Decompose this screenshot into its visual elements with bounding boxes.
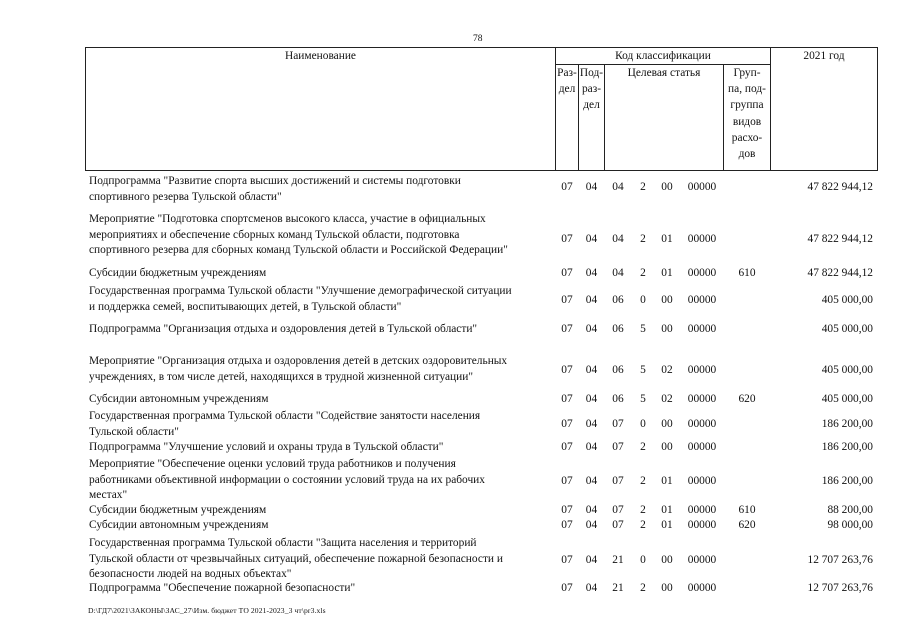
- code-t2: 2: [640, 267, 646, 279]
- code-r: 07: [561, 294, 573, 306]
- code-p: 04: [585, 554, 598, 566]
- header-group-line: расхо-: [731, 131, 763, 144]
- header-group-line: видов: [732, 115, 762, 128]
- code-t2: 0: [640, 418, 646, 430]
- code-t4: 00000: [687, 554, 717, 566]
- code-t2: 2: [640, 475, 646, 487]
- header-podrazdel-line: Под-: [579, 67, 604, 79]
- code-t1: 07: [612, 519, 624, 531]
- code-g: 620: [738, 393, 756, 405]
- code-g: 610: [738, 267, 756, 279]
- page-number: 78: [473, 34, 483, 44]
- row-name-line: Мероприятие "Подготовка спортсменов высокого класса, участие в официальных: [89, 213, 486, 225]
- row-name-line: Субсидии автономным учреждениям: [89, 519, 269, 531]
- code-t3: 02: [661, 393, 673, 405]
- code-r: 07: [561, 393, 573, 405]
- row-amount: 186 200,00: [821, 441, 873, 453]
- row-amount: 405 000,00: [821, 294, 873, 306]
- row-name-line: Мероприятие "Обеспечение оценки условий труда работников и получения: [89, 458, 456, 470]
- row-name-line: спортивного резерва Тульской области": [89, 190, 282, 203]
- code-t1: 04: [612, 233, 624, 245]
- code-p: 04: [585, 233, 598, 245]
- code-t3: 00: [661, 294, 673, 306]
- code-t1: 07: [612, 441, 624, 453]
- code-p: 04: [585, 323, 598, 335]
- header-group-line: дов: [738, 148, 756, 161]
- code-t3: 00: [661, 441, 673, 453]
- row-name: [89, 284, 551, 315]
- header-razdel-line: Раз-: [557, 67, 577, 79]
- code-t1: 06: [612, 323, 624, 335]
- row-amount: 47 822 944,12: [807, 233, 873, 245]
- row-name-line: Субсидии автономным учреждениям: [89, 393, 269, 405]
- code-g: 620: [738, 519, 756, 531]
- header-group-line: па, под-: [728, 83, 766, 96]
- header-group-line: группа: [730, 99, 764, 112]
- code-r: 07: [561, 582, 573, 594]
- header-code-group: Код классификации: [615, 50, 711, 62]
- code-r: 07: [561, 504, 573, 516]
- code-p: 04: [585, 267, 598, 279]
- code-t3: 01: [661, 233, 673, 245]
- row-amount: 12 707 263,76: [807, 554, 873, 566]
- row-amount: 88 200,00: [827, 504, 873, 516]
- row-name: [89, 392, 551, 408]
- code-t3: 00: [661, 418, 673, 430]
- code-r: 07: [561, 267, 573, 279]
- row-name: [89, 174, 551, 205]
- code-p: 04: [585, 294, 598, 306]
- code-t1: 06: [612, 393, 624, 405]
- row-name: [89, 440, 551, 456]
- code-t4: 00000: [687, 294, 717, 306]
- code-p: 04: [585, 504, 598, 516]
- code-t3: 00: [661, 181, 673, 193]
- code-t2: 2: [640, 181, 646, 193]
- code-t4: 00000: [687, 233, 717, 245]
- code-t3: 01: [661, 504, 673, 516]
- code-p: 04: [585, 441, 598, 453]
- header-podrazdel: [579, 65, 604, 114]
- code-p: 04: [585, 418, 598, 430]
- code-t4: 00000: [687, 181, 717, 193]
- row-name: [89, 581, 551, 597]
- row-name-line: местах": [89, 489, 128, 501]
- code-r: 07: [561, 418, 573, 430]
- code-t4: 00000: [687, 418, 717, 430]
- code-p: 04: [585, 519, 598, 531]
- code-t2: 5: [640, 393, 646, 405]
- code-t3: 01: [661, 267, 673, 279]
- code-t1: 06: [612, 364, 624, 376]
- row-name-line: учреждениях, в том числе детей, находящихся в трудной жизненной ситуации": [89, 370, 473, 383]
- code-t4: 00000: [687, 582, 717, 594]
- code-r: 07: [561, 519, 573, 531]
- code-t3: 01: [661, 519, 673, 531]
- row-name-line: безопасности людей на водных объектах": [89, 568, 292, 580]
- code-r: 07: [561, 364, 573, 376]
- code-t4: 00000: [687, 267, 717, 279]
- code-t2: 0: [640, 554, 646, 566]
- row-amount: 47 822 944,12: [807, 267, 873, 279]
- code-t2: 2: [640, 441, 646, 453]
- file-path-footer: D:\ГД7\2021\ЗАКОНЫ\ЗАС_27\Изм. бюджет ТО 2021-2023_3 чт\pr3.xls: [88, 606, 326, 615]
- code-t4: 00000: [687, 393, 717, 405]
- row-name-line: Подпрограмма "Развитие спорта высших достижений и системы подготовки: [89, 175, 461, 187]
- row-amount: 47 822 944,12: [807, 181, 873, 193]
- code-t4: 00000: [687, 519, 717, 531]
- row-name: [89, 354, 551, 385]
- header-podrazdel-line: дел: [583, 99, 600, 112]
- row-amount: 405 000,00: [821, 393, 873, 405]
- code-t3: 01: [661, 475, 673, 487]
- row-name: [89, 212, 551, 259]
- row-name: [89, 536, 551, 583]
- row-amount: 186 200,00: [821, 418, 873, 430]
- row-name: [89, 266, 551, 282]
- code-t2: 2: [640, 233, 646, 245]
- header-group-line: Груп-: [733, 67, 761, 79]
- code-r: 07: [561, 323, 573, 335]
- code-t2: 2: [640, 582, 646, 594]
- row-name-line: Государственная программа Тульской области "Защита населения и территорий: [89, 537, 477, 549]
- row-name: [89, 457, 551, 504]
- code-t1: 04: [612, 181, 624, 193]
- code-t1: 06: [612, 294, 624, 306]
- row-amount: 12 707 263,76: [807, 582, 873, 594]
- header-razdel-line: дел: [558, 83, 576, 96]
- code-t2: 5: [640, 323, 646, 335]
- row-amount: 98 000,00: [827, 519, 873, 531]
- code-p: 04: [585, 393, 598, 405]
- row-amount: 405 000,00: [821, 364, 873, 376]
- row-name-line: мероприятиях и обеспечение сборных команд Тульской области, подготовка: [89, 228, 460, 241]
- code-t4: 00000: [687, 364, 717, 376]
- code-t3: 00: [661, 554, 673, 566]
- code-g: 610: [738, 504, 756, 516]
- row-name-line: Субсидии бюджетным учреждениям: [89, 267, 267, 279]
- code-t1: 07: [612, 475, 624, 487]
- code-t4: 00000: [687, 475, 717, 487]
- code-t4: 00000: [687, 504, 717, 516]
- header-group: [724, 65, 770, 162]
- row-name: [89, 409, 551, 440]
- row-name-line: Мероприятие "Организация отдыха и оздоровления детей в детских оздоровительных: [89, 355, 508, 367]
- header-target: Целевая статья: [627, 67, 701, 79]
- code-t1: 21: [612, 582, 624, 594]
- row-name-line: Тульской области от чрезвычайных ситуаций, обеспечение пожарной безопасности и: [89, 552, 503, 565]
- code-t1: 04: [612, 267, 624, 279]
- header-razdel: [555, 65, 579, 97]
- code-t1: 07: [612, 418, 624, 430]
- code-r: 07: [561, 441, 573, 453]
- code-t4: 00000: [687, 441, 717, 453]
- row-name-line: Субсидии бюджетным учреждениям: [89, 504, 267, 516]
- row-name-line: и поддержка семей, воспитывающих детей, в Тульской области": [89, 300, 402, 313]
- header-name: Наименование: [285, 50, 356, 62]
- row-amount: 186 200,00: [821, 475, 873, 487]
- header-year: 2021 год: [803, 50, 845, 62]
- code-t3: 00: [661, 582, 673, 594]
- row-name-line: Подпрограмма "Обеспечение пожарной безопасности": [89, 582, 356, 594]
- row-name-line: Тульской области": [89, 425, 179, 438]
- row-name-line: работниками объективной информации о состоянии условий труда на их рабочих: [89, 473, 485, 486]
- row-name: [89, 518, 551, 534]
- code-t3: 00: [661, 323, 673, 335]
- code-p: 04: [585, 475, 598, 487]
- code-p: 04: [585, 181, 598, 193]
- code-t3: 02: [661, 364, 673, 376]
- code-r: 07: [561, 554, 573, 566]
- code-r: 07: [561, 181, 573, 193]
- code-r: 07: [561, 475, 573, 487]
- row-amount: 405 000,00: [821, 323, 873, 335]
- row-name-line: спортивного резерва для сборных команд Тульской области и Российской Федерации": [89, 244, 508, 256]
- code-t1: 21: [612, 554, 624, 566]
- row-name: [89, 503, 551, 519]
- code-r: 07: [561, 233, 573, 245]
- code-t2: 0: [640, 294, 646, 306]
- row-name-line: Государственная программа Тульской области "Содействие занятости населения: [89, 410, 481, 422]
- row-name-line: Подпрограмма "Улучшение условий и охраны труда в Тульской области": [89, 441, 444, 453]
- code-t4: 00000: [687, 323, 717, 335]
- code-t2: 5: [640, 364, 646, 376]
- code-p: 04: [585, 582, 598, 594]
- code-t2: 2: [640, 519, 646, 531]
- code-p: 04: [585, 364, 598, 376]
- row-name-line: Государственная программа Тульской области "Улучшение демографической ситуации: [89, 285, 512, 297]
- header-podrazdel-line: раз-: [581, 83, 602, 96]
- row-name: [89, 322, 551, 338]
- code-t2: 2: [640, 504, 646, 516]
- row-name-line: Подпрограмма "Организация отдыха и оздоровления детей в Тульской области": [89, 323, 478, 335]
- code-t1: 07: [612, 504, 624, 516]
